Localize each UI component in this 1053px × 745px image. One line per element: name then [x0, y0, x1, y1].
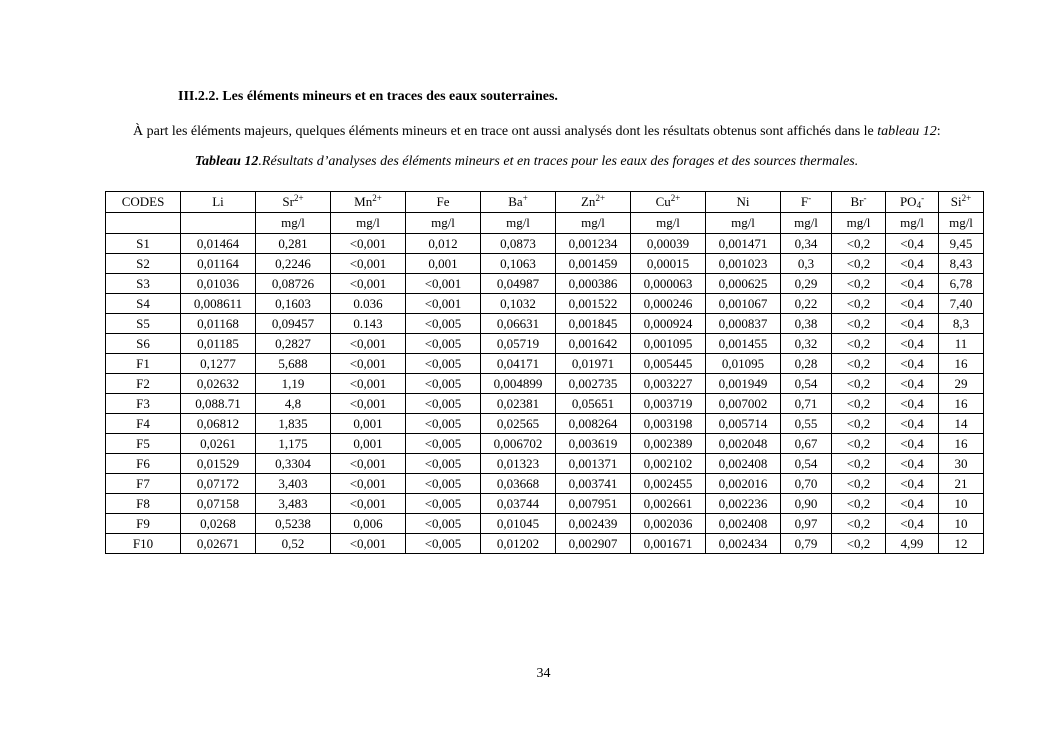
cell-value: <0,001	[331, 394, 406, 414]
cell-value: 16	[939, 434, 984, 454]
cell-value: 0,0261	[181, 434, 256, 454]
cell-value: 0,00039	[631, 234, 706, 254]
cell-value: <0,001	[331, 454, 406, 474]
caption-label: Tableau 12	[194, 154, 259, 169]
cell-value: <0,4	[886, 334, 939, 354]
cell-value: 0,06631	[481, 314, 556, 334]
cell-value: 0,008611	[181, 294, 256, 314]
cell-value: 10	[939, 514, 984, 534]
cell-value: 0,28	[781, 354, 832, 374]
sample-code: S5	[106, 314, 181, 334]
cell-value: <0,005	[406, 394, 481, 414]
cell-value: <0,001	[406, 294, 481, 314]
cell-value: <0,2	[832, 234, 886, 254]
table-row	[106, 514, 984, 534]
cell-value: 0,002102	[631, 454, 706, 474]
cell-value: 0,67	[781, 434, 832, 454]
table-row	[106, 474, 984, 494]
cell-value: 14	[939, 414, 984, 434]
cell-value: 0,001234	[556, 234, 631, 254]
cell-value: 0,01323	[481, 454, 556, 474]
cell-value: <0,005	[406, 534, 481, 554]
cell-value: 0,1277	[181, 354, 256, 374]
column-element-name: Cu	[655, 194, 671, 209]
column-unit: mg/l	[939, 213, 984, 234]
column-header	[406, 192, 481, 213]
column-subscript: 4	[916, 200, 922, 210]
column-unit	[181, 213, 256, 234]
cell-value: 0,001	[331, 434, 406, 454]
column-header	[106, 192, 181, 213]
cell-value: 0,001459	[556, 254, 631, 274]
cell-value: <0,2	[832, 254, 886, 274]
cell-value: 0,01185	[181, 334, 256, 354]
table-row	[106, 534, 984, 554]
cell-value: 9,45	[939, 234, 984, 254]
cell-value: 7,40	[939, 294, 984, 314]
cell-value: 0,007002	[706, 394, 781, 414]
cell-value: <0,4	[886, 434, 939, 454]
cell-value: 0,32	[781, 334, 832, 354]
column-unit: mg/l	[631, 213, 706, 234]
cell-value: <0,2	[832, 534, 886, 554]
column-unit: mg/l	[781, 213, 832, 234]
column-element-name: Li	[212, 194, 224, 209]
header-row-units	[106, 213, 984, 234]
cell-value: 4,8	[256, 394, 331, 414]
table-row	[106, 454, 984, 474]
cell-value: 0,000924	[631, 314, 706, 334]
cell-value: 0,002036	[631, 514, 706, 534]
cell-value: <0,005	[406, 314, 481, 334]
sample-code: F6	[106, 454, 181, 474]
cell-value: 0,000063	[631, 274, 706, 294]
cell-value: 0,001	[331, 414, 406, 434]
column-superscript: -	[921, 193, 925, 203]
column-element-name: Ba	[508, 194, 523, 209]
cell-value: 1,175	[256, 434, 331, 454]
column-header	[781, 192, 832, 213]
cell-value: 0,01164	[181, 254, 256, 274]
column-header	[939, 192, 984, 213]
cell-value: 0,088.71	[181, 394, 256, 414]
cell-value: <0,005	[406, 514, 481, 534]
cell-value: 5,688	[256, 354, 331, 374]
column-unit	[106, 213, 181, 234]
cell-value: <0,005	[406, 494, 481, 514]
table-row	[106, 374, 984, 394]
cell-value: 0,001023	[706, 254, 781, 274]
column-header	[181, 192, 256, 213]
cell-value: <0,4	[886, 454, 939, 474]
cell-value: 0,09457	[256, 314, 331, 334]
cell-value: <0,2	[832, 394, 886, 414]
cell-value: 0,3304	[256, 454, 331, 474]
column-superscript: +	[522, 193, 528, 203]
cell-value: 0,01036	[181, 274, 256, 294]
cell-value: 0,70	[781, 474, 832, 494]
column-element-name: PO	[899, 194, 917, 209]
column-header	[256, 192, 331, 213]
cell-value: 0,1603	[256, 294, 331, 314]
column-unit: mg/l	[832, 213, 886, 234]
table-row	[106, 354, 984, 374]
column-superscript: -	[863, 193, 867, 203]
cell-value: 0,05651	[556, 394, 631, 414]
sample-code: F9	[106, 514, 181, 534]
cell-value: 0,38	[781, 314, 832, 334]
cell-value: 0,007951	[556, 494, 631, 514]
cell-value: 0,002408	[706, 454, 781, 474]
cell-value: 0,0873	[481, 234, 556, 254]
cell-value: <0,005	[406, 374, 481, 394]
page-number: 34	[536, 666, 551, 681]
cell-value: 0,001455	[706, 334, 781, 354]
cell-value: 0,02381	[481, 394, 556, 414]
cell-value: <0,001	[331, 534, 406, 554]
cell-value: <0,001	[331, 474, 406, 494]
cell-value: 0,02671	[181, 534, 256, 554]
column-header	[481, 192, 556, 213]
cell-value: 0,000837	[706, 314, 781, 334]
cell-value: 0,06812	[181, 414, 256, 434]
sample-code: S2	[106, 254, 181, 274]
table-caption	[0, 154, 1053, 170]
cell-value: 0.143	[331, 314, 406, 334]
cell-value: <0,4	[886, 494, 939, 514]
results-table	[105, 191, 984, 554]
cell-value: 0,34	[781, 234, 832, 254]
cell-value: <0,001	[331, 374, 406, 394]
column-header	[706, 192, 781, 213]
table-row	[106, 414, 984, 434]
cell-value: 0,71	[781, 394, 832, 414]
sample-code: F10	[106, 534, 181, 554]
sample-code: F8	[106, 494, 181, 514]
cell-value: 0,001642	[556, 334, 631, 354]
header-row-elements	[106, 192, 984, 213]
cell-value: 0,001522	[556, 294, 631, 314]
sample-code: F7	[106, 474, 181, 494]
cell-value: <0,2	[832, 454, 886, 474]
cell-value: <0,2	[832, 514, 886, 534]
cell-value: <0,005	[406, 354, 481, 374]
sample-code: F5	[106, 434, 181, 454]
cell-value: 0,22	[781, 294, 832, 314]
cell-value: 0,03668	[481, 474, 556, 494]
cell-value: <0,005	[406, 454, 481, 474]
cell-value: 12	[939, 534, 984, 554]
sample-code: F1	[106, 354, 181, 374]
cell-value: <0,4	[886, 254, 939, 274]
cell-value: 0,002408	[706, 514, 781, 534]
cell-value: <0,4	[886, 514, 939, 534]
table-row	[106, 334, 984, 354]
caption-text: .Résultats d’analyses des éléments mineurs et en traces pour les eaux des forages et des sources thermales.	[258, 154, 859, 169]
cell-value: 0,003741	[556, 474, 631, 494]
cell-value: 0,07158	[181, 494, 256, 514]
cell-value: 0,02632	[181, 374, 256, 394]
cell-value: 0,08726	[256, 274, 331, 294]
cell-value: 0,52	[256, 534, 331, 554]
column-header	[331, 192, 406, 213]
cell-value: 1,835	[256, 414, 331, 434]
cell-value: 0,1063	[481, 254, 556, 274]
cell-value: <0,2	[832, 354, 886, 374]
cell-value: 0,79	[781, 534, 832, 554]
cell-value: 0,01095	[706, 354, 781, 374]
cell-value: 0,001949	[706, 374, 781, 394]
cell-value: 0,002439	[556, 514, 631, 534]
cell-value: 0,2246	[256, 254, 331, 274]
cell-value: 0,005445	[631, 354, 706, 374]
column-superscript: 2+	[961, 193, 972, 203]
section-heading: III.2.2. Les éléments mineurs et en traces des eaux souterraines.	[178, 89, 558, 104]
cell-value: 0,002048	[706, 434, 781, 454]
cell-value: <0,2	[832, 434, 886, 454]
sample-code: S4	[106, 294, 181, 314]
cell-value: 0,001845	[556, 314, 631, 334]
table-row	[106, 434, 984, 454]
column-unit: mg/l	[556, 213, 631, 234]
table-row	[106, 294, 984, 314]
column-element-name: Br	[850, 194, 864, 209]
cell-value: <0,005	[406, 414, 481, 434]
cell-value: 0,2827	[256, 334, 331, 354]
table-row	[106, 254, 984, 274]
cell-value: 3,483	[256, 494, 331, 514]
cell-value: 0,003619	[556, 434, 631, 454]
cell-value: <0,4	[886, 274, 939, 294]
cell-value: 4,99	[886, 534, 939, 554]
cell-value: 0,01464	[181, 234, 256, 254]
table-header	[106, 192, 984, 234]
cell-value: <0,2	[832, 314, 886, 334]
cell-value: 0,54	[781, 454, 832, 474]
cell-value: 0,04987	[481, 274, 556, 294]
cell-value: 0,001371	[556, 454, 631, 474]
cell-value: 0,000625	[706, 274, 781, 294]
cell-value: 0.036	[331, 294, 406, 314]
cell-value: <0,2	[832, 374, 886, 394]
sample-code: S3	[106, 274, 181, 294]
cell-value: 11	[939, 334, 984, 354]
cell-value: <0,005	[406, 434, 481, 454]
cell-value: 0,01971	[556, 354, 631, 374]
cell-value: 0,1032	[481, 294, 556, 314]
column-element-name: Zn	[580, 194, 596, 209]
cell-value: <0,4	[886, 294, 939, 314]
column-element-name: CODES	[121, 194, 165, 209]
cell-value: 0,05719	[481, 334, 556, 354]
cell-value: <0,4	[886, 394, 939, 414]
cell-value: 16	[939, 394, 984, 414]
cell-value: 10	[939, 494, 984, 514]
cell-value: 0,001067	[706, 294, 781, 314]
cell-value: 0,003198	[631, 414, 706, 434]
cell-value: 0,01168	[181, 314, 256, 334]
cell-value: 0,0268	[181, 514, 256, 534]
cell-value: 0,02565	[481, 414, 556, 434]
cell-value: <0,005	[406, 474, 481, 494]
cell-value: 0,97	[781, 514, 832, 534]
sample-code: S6	[106, 334, 181, 354]
cell-value: 0,003227	[631, 374, 706, 394]
cell-value: <0,2	[832, 334, 886, 354]
cell-value: 0,012	[406, 234, 481, 254]
cell-value: 0,006702	[481, 434, 556, 454]
column-header	[886, 192, 939, 213]
cell-value: 0,001095	[631, 334, 706, 354]
table-row	[106, 394, 984, 414]
cell-value: 16	[939, 354, 984, 374]
cell-value: <0,001	[331, 334, 406, 354]
intro-end: :	[936, 124, 941, 139]
column-element-name: Si	[950, 194, 962, 209]
column-unit: mg/l	[706, 213, 781, 234]
table-reference: tableau 12	[877, 124, 937, 139]
column-unit: mg/l	[886, 213, 939, 234]
cell-value: 0,004899	[481, 374, 556, 394]
cell-value: 0,00015	[631, 254, 706, 274]
cell-value: <0,2	[832, 494, 886, 514]
cell-value: 0,000246	[631, 294, 706, 314]
table-row	[106, 234, 984, 254]
cell-value: <0,001	[406, 274, 481, 294]
column-element-name: F	[800, 194, 809, 209]
cell-value: <0,2	[832, 474, 886, 494]
column-unit: mg/l	[406, 213, 481, 234]
column-header	[631, 192, 706, 213]
cell-value: 0,04171	[481, 354, 556, 374]
cell-value: 0,55	[781, 414, 832, 434]
cell-value: 6,78	[939, 274, 984, 294]
cell-value: <0,001	[331, 494, 406, 514]
sample-code: S1	[106, 234, 181, 254]
column-superscript: -	[808, 193, 812, 203]
intro-text: À part les éléments majeurs, quelques éléments mineurs et en trace ont aussi analysés dont les résultats obtenus sont affichés dans le	[133, 124, 878, 139]
column-element-name: Mn	[354, 194, 373, 209]
cell-value: <0,2	[832, 414, 886, 434]
cell-value: 0,5238	[256, 514, 331, 534]
cell-value: 0,000386	[556, 274, 631, 294]
cell-value: 0,002236	[706, 494, 781, 514]
column-element-name: Ni	[736, 194, 750, 209]
cell-value: <0,4	[886, 354, 939, 374]
cell-value: 0,3	[781, 254, 832, 274]
cell-value: <0,001	[331, 274, 406, 294]
cell-value: 0,005714	[706, 414, 781, 434]
cell-value: <0,001	[331, 354, 406, 374]
cell-value: <0,001	[331, 234, 406, 254]
column-header	[832, 192, 886, 213]
column-element-name: Sr	[282, 194, 294, 209]
cell-value: <0,005	[406, 334, 481, 354]
cell-value: <0,4	[886, 414, 939, 434]
column-header	[556, 192, 631, 213]
column-superscript: 2+	[670, 193, 681, 203]
cell-value: 0,002016	[706, 474, 781, 494]
sample-code: F2	[106, 374, 181, 394]
cell-value: 8,3	[939, 314, 984, 334]
cell-value: 0,002661	[631, 494, 706, 514]
cell-value: 0,006	[331, 514, 406, 534]
column-superscript: 2+	[293, 193, 304, 203]
table-row	[106, 494, 984, 514]
table-row	[106, 314, 984, 334]
cell-value: 0,01045	[481, 514, 556, 534]
cell-value: 1,19	[256, 374, 331, 394]
intro-paragraph	[133, 124, 941, 140]
cell-value: 0,281	[256, 234, 331, 254]
column-unit: mg/l	[256, 213, 331, 234]
cell-value: 0,07172	[181, 474, 256, 494]
column-unit: mg/l	[331, 213, 406, 234]
cell-value: <0,001	[331, 254, 406, 274]
cell-value: <0,4	[886, 474, 939, 494]
sample-code: F3	[106, 394, 181, 414]
column-superscript: 2+	[372, 193, 382, 203]
cell-value: <0,4	[886, 374, 939, 394]
cell-value: 0,01529	[181, 454, 256, 474]
cell-value: 0,03744	[481, 494, 556, 514]
cell-value: 0,001671	[631, 534, 706, 554]
cell-value: <0,2	[832, 274, 886, 294]
cell-value: 0,002735	[556, 374, 631, 394]
cell-value: <0,4	[886, 234, 939, 254]
cell-value: 0,54	[781, 374, 832, 394]
table-body	[106, 234, 984, 554]
sample-code: F4	[106, 414, 181, 434]
cell-value: 21	[939, 474, 984, 494]
cell-value: 29	[939, 374, 984, 394]
table-row	[106, 274, 984, 294]
column-unit: mg/l	[481, 213, 556, 234]
cell-value: 0,29	[781, 274, 832, 294]
column-element-name: Fe	[436, 194, 450, 209]
cell-value: 0,002434	[706, 534, 781, 554]
cell-value: <0,4	[886, 314, 939, 334]
cell-value: 0,002455	[631, 474, 706, 494]
cell-value: 0,90	[781, 494, 832, 514]
cell-value: 0,001471	[706, 234, 781, 254]
cell-value: 8,43	[939, 254, 984, 274]
cell-value: 0,003719	[631, 394, 706, 414]
cell-value: 30	[939, 454, 984, 474]
cell-value: 0,002907	[556, 534, 631, 554]
cell-value: 0,001	[406, 254, 481, 274]
column-superscript: 2+	[595, 193, 606, 203]
cell-value: 0,002389	[631, 434, 706, 454]
cell-value: 3,403	[256, 474, 331, 494]
cell-value: <0,2	[832, 294, 886, 314]
cell-value: 0,008264	[556, 414, 631, 434]
cell-value: 0,01202	[481, 534, 556, 554]
